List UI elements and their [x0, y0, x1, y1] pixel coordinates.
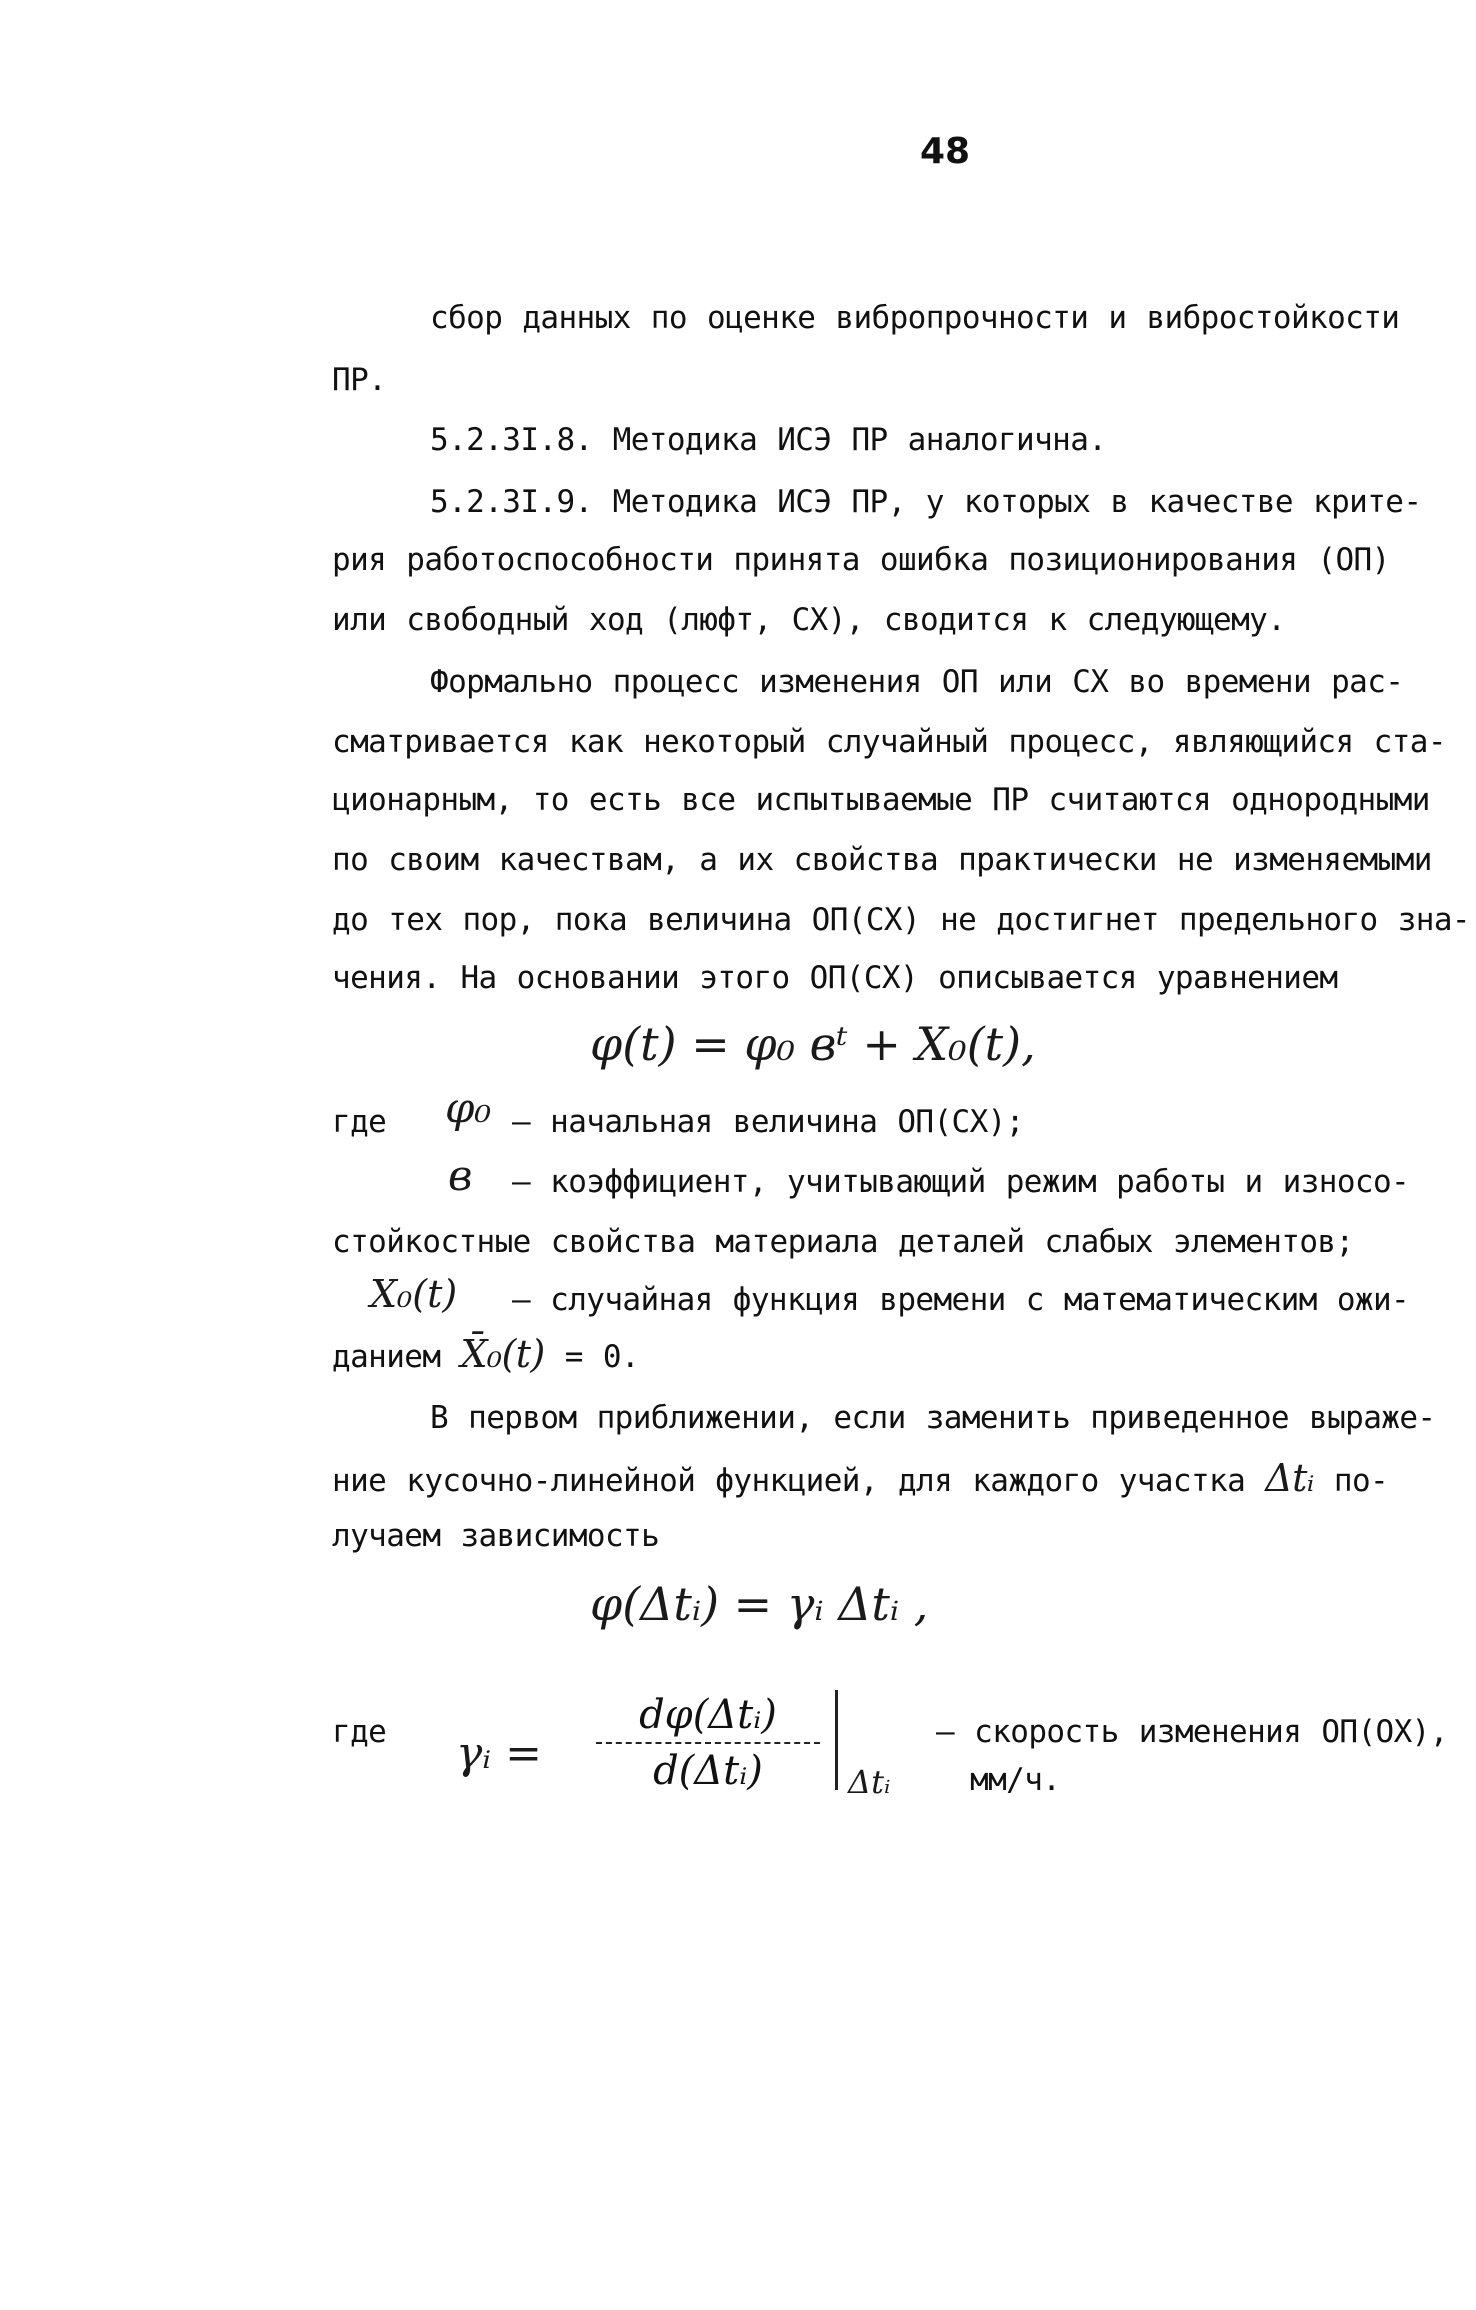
text-line: по своим качествам, а их свойства практически не изменяемыми: [332, 842, 1432, 878]
definition-text: – коэффициент, учитывающий режим работы и износо-: [512, 1164, 1410, 1200]
text-line: рия работоспособности принята ошибка позиционирования (ОП): [332, 542, 1390, 578]
text-line: сматривается как некоторый случайный процесс, являющийся ста-: [332, 724, 1446, 760]
symbol-gamma-eq: γᵢ =: [456, 1728, 543, 1779]
where-label: где: [332, 1714, 387, 1750]
text-line: ПР.: [332, 362, 387, 398]
definition-text: – начальная величина ОП(СХ);: [512, 1104, 1024, 1140]
symbol-x0t-mean: X̄₀(t): [460, 1332, 545, 1376]
text-line: 5.2.3I.9. Методика ИСЭ ПР, у которых в качестве крите-: [430, 484, 1422, 520]
text-line: сбор данных по оценке вибропрочности и вибростойкости: [430, 300, 1400, 336]
definition-word: данием: [332, 1339, 441, 1375]
text-segment: по-: [1333, 1463, 1389, 1499]
definition-text: – скорость изменения ОП(ОХ),: [936, 1714, 1448, 1750]
equation-main: φ(t) = φ₀ вᵗ + X₀(t),: [590, 1017, 1036, 1071]
evaluation-subscript: Δtᵢ: [848, 1763, 891, 1801]
derivative-fraction: [590, 1690, 826, 1796]
evaluation-bar: [835, 1690, 838, 1790]
text-line: ционарным, то есть все испытываемые ПР считаются однородными: [332, 782, 1430, 818]
text-line: чения. На основании этого ОП(СХ) описывается уравнением: [332, 960, 1338, 996]
page-number: 48: [920, 131, 971, 172]
symbol-delta-ti: Δtᵢ: [1265, 1456, 1314, 1500]
text-line: лучаем зависимость: [332, 1518, 660, 1554]
fraction-numerator: dφ(Δtᵢ): [639, 1692, 777, 1738]
text-segment: ние кусочно-линейной функцией, для каждого участка: [332, 1463, 1246, 1499]
symbol-x0t: X₀(t): [370, 1272, 458, 1316]
text-line: или свободный ход (люфт, СХ), сводится к следующему.: [332, 602, 1286, 638]
definition-text: – случайная функция времени с математическим ожи-: [512, 1282, 1410, 1318]
unit-text: мм/ч.: [970, 1762, 1061, 1798]
symbol-b: в: [448, 1151, 473, 1200]
definition-continuation: [332, 1334, 639, 1377]
fraction-denominator: d(Δtᵢ): [653, 1748, 763, 1794]
text-line: до тех пор, пока величина ОП(СХ) не достигнет предельного зна-: [332, 902, 1470, 938]
definition-continuation: стойкостные свойства материала деталей слабых элементов;: [332, 1224, 1354, 1260]
text-line: В первом приближении, если заменить приведенное выраже-: [430, 1400, 1436, 1436]
fraction-bar: [596, 1742, 820, 1744]
definition-word: = 0.: [564, 1339, 640, 1375]
text-line: [332, 1458, 1388, 1501]
symbol-phi0: φ₀: [445, 1083, 492, 1132]
text-line: 5.2.3I.8. Методика ИСЭ ПР аналогична.: [430, 422, 1107, 458]
equation-linear: φ(Δtᵢ) = γᵢ Δtᵢ ,: [590, 1577, 929, 1631]
text-line: Формально процесс изменения ОП или СХ во времени рас-: [430, 664, 1404, 700]
where-label: где: [332, 1104, 387, 1140]
